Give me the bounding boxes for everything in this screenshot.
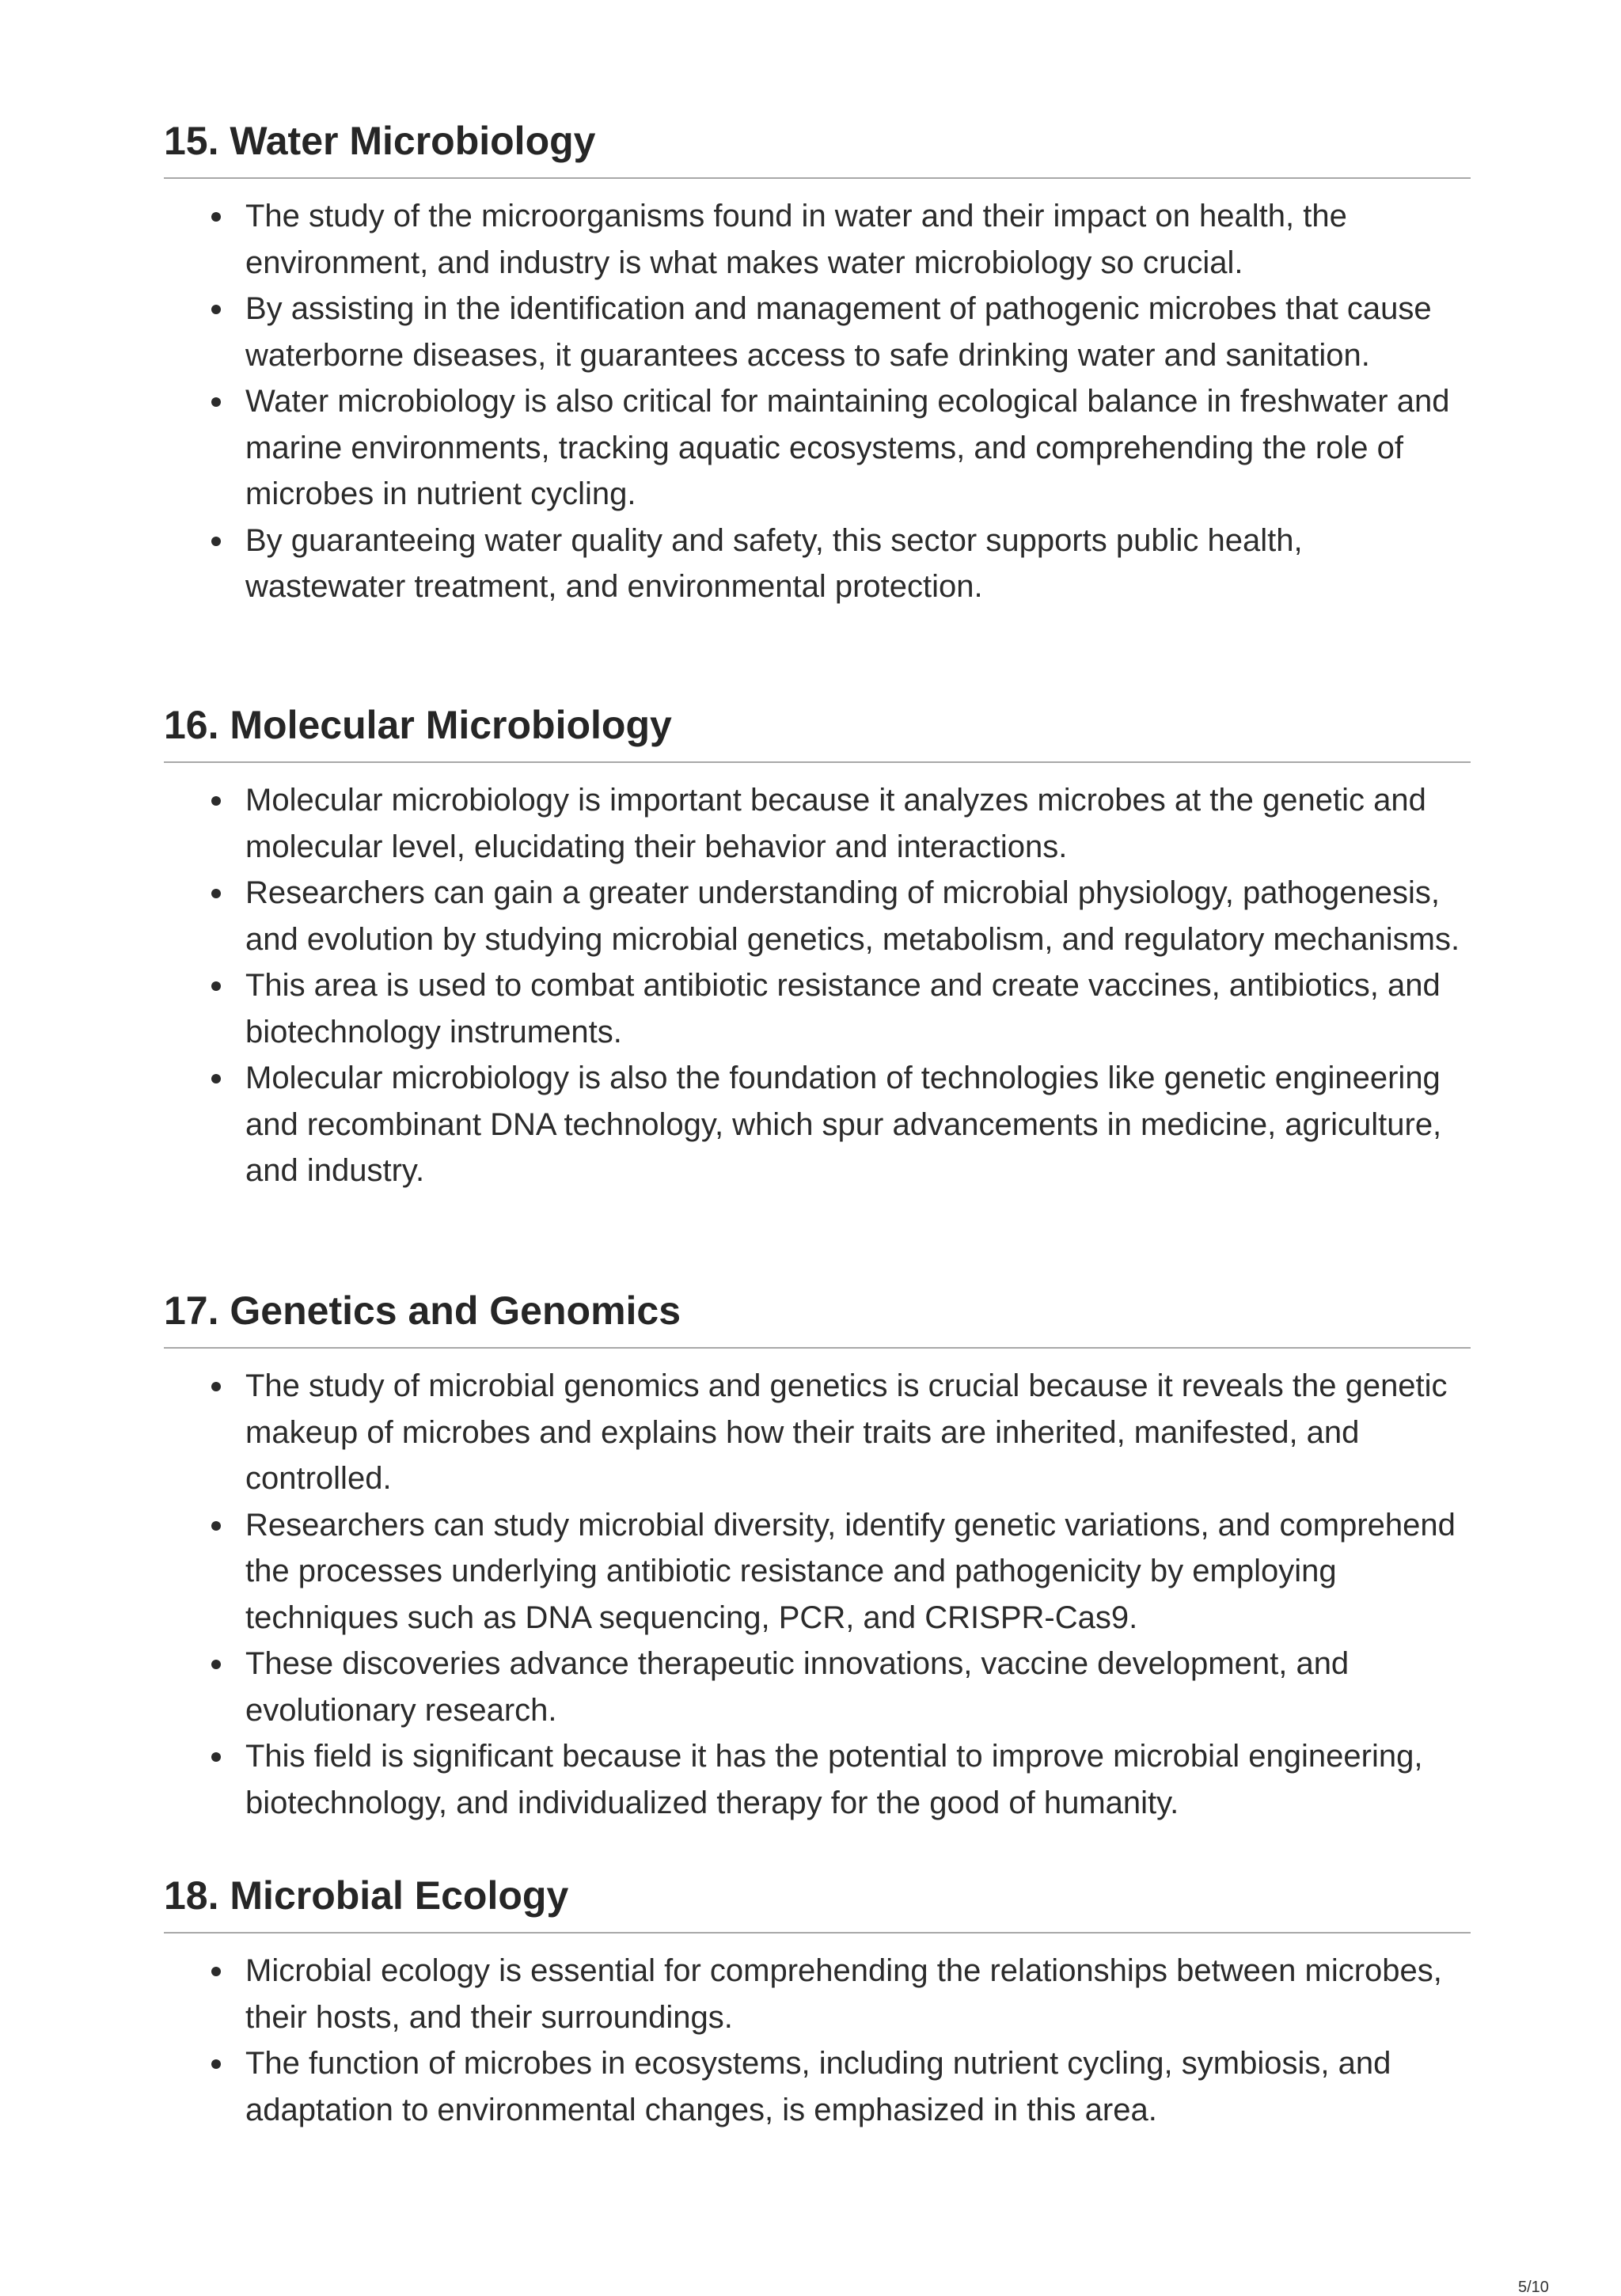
list-item <box>164 870 1471 962</box>
list-item-text: Molecular microbiology is also the foundation of technologies like genetic engineering and recombinant DNA technology, which spur advancements in medicine, agriculture, and industry. <box>245 1061 1442 1188</box>
list-item <box>164 1733 1471 1826</box>
list-item <box>164 286 1471 378</box>
bullet-icon <box>211 1660 221 1669</box>
bullet-icon <box>211 1074 221 1083</box>
bullet-icon <box>211 537 221 546</box>
bullet-icon <box>211 796 221 806</box>
list-item <box>164 1502 1471 1641</box>
list-item <box>164 378 1471 518</box>
list-item <box>164 777 1471 870</box>
bullet-list <box>164 777 1471 1194</box>
bullet-icon <box>211 212 221 222</box>
bullet-list <box>164 193 1471 610</box>
list-item <box>164 1641 1471 1733</box>
list-item-text: Researchers can study microbial diversity, identify genetic variations, and comprehend the processes underlying antibiotic resistance and pathogenicity by employing techniques such as DNA sequencing, PCR, and CRISPR-Cas9. <box>245 1507 1456 1635</box>
bullet-list <box>164 1363 1471 1826</box>
bullet-icon <box>211 1521 221 1531</box>
list-item-text: Molecular microbiology is important because it analyzes microbes at the genetic and molecular level, elucidating their behavior and interactions. <box>245 783 1426 864</box>
list-item <box>164 2040 1471 2133</box>
bullet-icon <box>211 2059 221 2069</box>
bullet-list <box>164 1948 1471 2133</box>
list-item <box>164 1363 1471 1502</box>
bullet-icon <box>211 1752 221 1762</box>
bullet-icon <box>211 889 221 898</box>
page-number: 5/10 <box>1518 2279 1549 2296</box>
list-item <box>164 1055 1471 1194</box>
list-item-text: By assisting in the identification and management of pathogenic microbes that cause waterborne diseases, it guarantees access to safe drinking water and sanitation. <box>245 291 1432 373</box>
list-item-text: This area is used to combat antibiotic resistance and create vaccines, antibiotics, and biotechnology instruments. <box>245 968 1441 1049</box>
bullet-icon <box>211 305 221 314</box>
bullet-icon <box>211 1382 221 1391</box>
list-item-text: Microbial ecology is essential for comprehending the relationships between microbes, their hosts, and their surroundings. <box>245 1953 1442 2035</box>
list-item-text: The function of microbes in ecosystems, including nutrient cycling, symbiosis, and adaptation to environmental changes, is emphasized in this area. <box>245 2046 1391 2127</box>
bullet-icon <box>211 397 221 407</box>
list-item <box>164 1948 1471 2040</box>
list-item <box>164 193 1471 286</box>
list-item-text: The study of microbial genomics and genetics is crucial because it reveals the genetic makeup of microbes and explains how their traits are inherited, manifested, and controlled. <box>245 1368 1448 1496</box>
section-heading: 16. Molecular Microbiology <box>164 701 1471 763</box>
section-heading: 15. Water Microbiology <box>164 117 1471 179</box>
section-heading: 18. Microbial Ecology <box>164 1872 1471 1934</box>
list-item-text: By guaranteeing water quality and safety, this sector supports public health, wastewater treatment, and environmental protection. <box>245 522 1303 604</box>
list-item <box>164 518 1471 610</box>
list-item <box>164 962 1471 1055</box>
list-item-text: Water microbiology is also critical for maintaining ecological balance in freshwater and marine environments, tracking aquatic ecosystems, and comprehending the role of microbes in nutrient cycling. <box>245 384 1450 511</box>
section-genetics-and-genomics <box>164 1287 1471 1826</box>
list-item-text: These discoveries advance therapeutic innovations, vaccine development, and evolutionary research. <box>245 1646 1350 1728</box>
section-molecular-microbiology <box>164 701 1471 1194</box>
list-item-text: Researchers can gain a greater understanding of microbial physiology, pathogenesis, and evolution by studying microbial genetics, metabolism, and regulatory mechanisms. <box>245 875 1460 957</box>
bullet-icon <box>211 981 221 991</box>
section-microbial-ecology <box>164 1872 1471 2133</box>
list-item-text: The study of the microorganisms found in water and their impact on health, the environment, and industry is what makes water microbiology so crucial. <box>245 199 1347 280</box>
bullet-icon <box>211 1967 221 1976</box>
section-water-microbiology <box>164 117 1471 610</box>
section-heading: 17. Genetics and Genomics <box>164 1287 1471 1349</box>
list-item-text: This field is significant because it has the potential to improve microbial engineering, biotechnology, and individualized therapy for the good of humanity. <box>245 1739 1423 1820</box>
